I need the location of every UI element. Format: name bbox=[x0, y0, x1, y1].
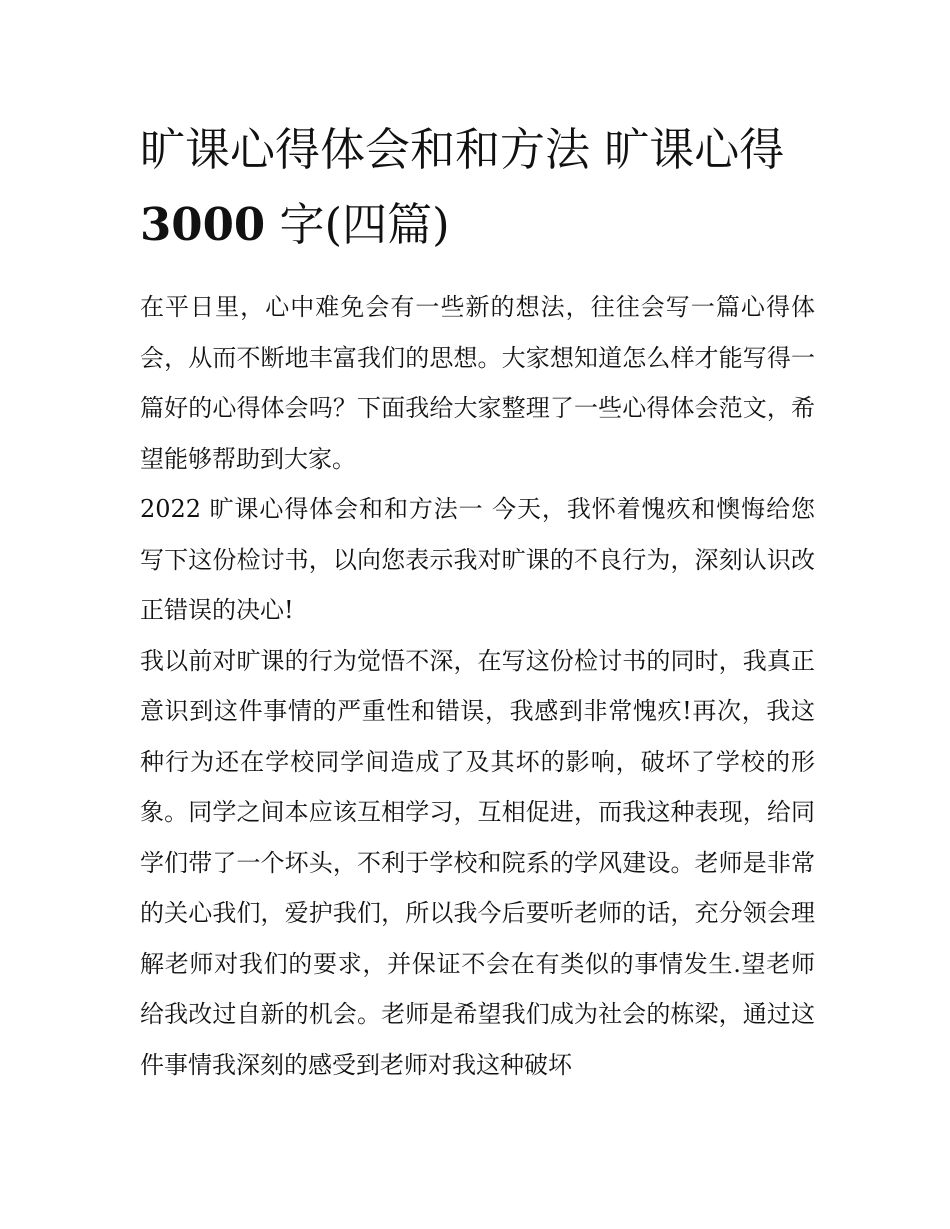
body-paragraph-section-one: 2022 旷课心得体会和和方法一 今天，我怀着愧疚和懊悔给您写下这份检讨书，以向您表示我对旷课的不良行为，深刻认识改正错误的决心! bbox=[140, 495, 815, 624]
body-paragraph-reflection: 我以前对旷课的行为觉悟不深，在写这份检讨书的同时，我真正意识到这件事情的严重性和错误，我感到非常愧疚!再次，我这种行为还在学校同学间造成了及其坏的影响，破坏了学校的形象。同学之间本应该互相学习，互相促进，而我这种表现，给同学们带了一个坏头，不利于学校和院系的学风建设。老师是非常的关心我们，爱护我们，所以我今后要听老师的话，充分领会理解老师对我们的要求，并保证不会在有类似的事情发生.望老师给我改过自新的机会。老师是希望我们成为社会的栋梁，通过这件事情我深刻的感受到老师对我这种破坏 bbox=[140, 646, 815, 1079]
title-text-part3: 字(四篇) bbox=[265, 198, 450, 251]
title-text-number: 3000 bbox=[140, 198, 266, 251]
document-page bbox=[140, 112, 815, 1090]
title-text-part1: 旷课心得体会和和方法 旷课心得 bbox=[140, 123, 785, 176]
document-title bbox=[140, 112, 815, 262]
body-paragraph-intro: 在平日里，心中难免会有一些新的想法，往往会写一篇心得体会，从而不断地丰富我们的思想。大家想知道怎么样才能写得一篇好的心得体会吗？下面我给大家整理了一些心得体会范文，希望能够帮助到大家。 bbox=[140, 293, 815, 473]
